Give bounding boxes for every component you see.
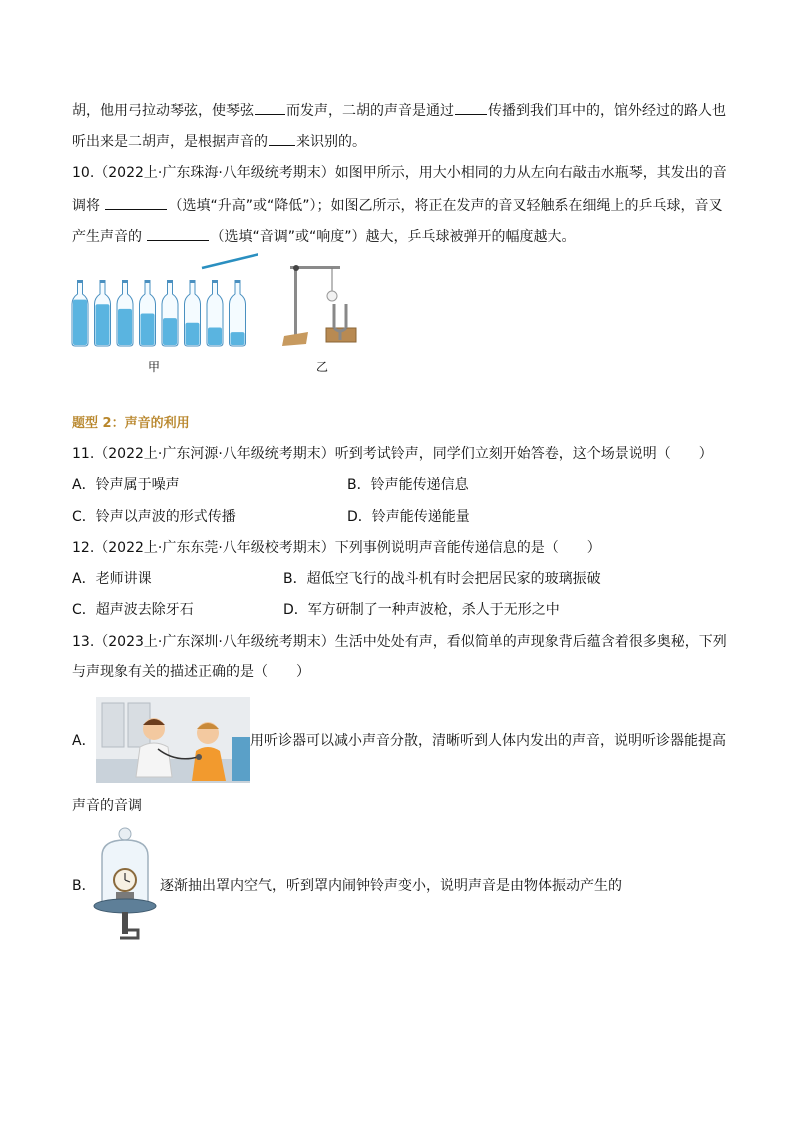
bell-jar-illustration: [92, 826, 158, 942]
answer-blank[interactable]: [455, 100, 487, 115]
q11-stem: 11.（2022上·广东河源·八年级统考期末）听到考试铃声，同学们立刻开始答卷，这个场景说明（ ）: [72, 446, 713, 462]
bottle-xylophone-figure: [68, 252, 258, 352]
q12-option-a[interactable]: A．老师讲课: [72, 571, 152, 587]
bottle-water: [118, 309, 132, 345]
bottle-mouth: [122, 280, 128, 283]
stethoscope-illustration: [96, 697, 250, 783]
bottle-water: [186, 323, 200, 345]
bottle-mouth: [235, 280, 241, 283]
vacuum-pipe: [122, 912, 128, 934]
bottle-mouth: [145, 280, 151, 283]
q12-option-d[interactable]: D．军方研制了一种声波枪，杀人于无形之中: [283, 602, 560, 618]
vacuum-plate: [94, 899, 156, 913]
chair: [232, 737, 250, 781]
q10-stem-line-1: 10.（2022上·广东珠海·八年级统考期末）如图甲所示，用大小相同的力从左向右敲击水瓶琴，其发出的音: [72, 165, 727, 181]
answer-blank[interactable]: [147, 226, 209, 241]
q9-line-2: 听出来是二胡声，是根据声音的 来识别的。: [72, 131, 366, 152]
bottle-water: [96, 304, 110, 345]
stethoscope-chestpiece: [196, 754, 202, 760]
bell-jar-knob: [119, 828, 131, 840]
q13-option-a-text[interactable]: 用听诊器可以减小声音分散，清晰听到人体内发出的声音，说明听诊器能提高: [250, 733, 726, 749]
q11-option-a[interactable]: A．铃声属于噪声: [72, 477, 180, 493]
bottle-water: [231, 332, 245, 345]
mallet: [202, 252, 258, 268]
answer-blank[interactable]: [255, 100, 285, 115]
q13-option-b-text[interactable]: 逐渐抽出罩内空气，听到罩内闹钟铃声变小，说明声音是由物体振动产生的: [160, 878, 622, 894]
bottle-water: [163, 318, 177, 345]
ping-pong-ball: [327, 291, 337, 301]
answer-blank[interactable]: [269, 131, 295, 146]
answer-blank[interactable]: [105, 195, 167, 210]
doctor-coat: [136, 743, 172, 777]
tuning-fork-figure: [282, 262, 362, 352]
bottle-water: [73, 300, 87, 345]
q13-option-a-text-cont[interactable]: 声音的音调: [72, 798, 142, 814]
q13-option-a-label[interactable]: A．: [72, 733, 96, 749]
stand-rod: [294, 266, 297, 338]
clamp-knob: [293, 265, 299, 271]
wall-chart: [102, 703, 124, 747]
bottle-mouth: [167, 280, 173, 283]
bottle-water: [208, 327, 222, 345]
bottle-water: [141, 314, 155, 345]
bottle-group: [72, 280, 246, 346]
figure-caption-jia: 甲: [148, 360, 161, 374]
bottle-mouth: [77, 280, 83, 283]
q13-option-b-label[interactable]: B．: [72, 878, 96, 894]
q10-stem-line-3: 产生声音的 （选填“音调”或“响度”）越大，乒乓球被弹开的幅度越大。: [72, 226, 575, 247]
section-heading: 题型 2：声音的利用: [72, 416, 190, 431]
bottle-mouth: [190, 280, 196, 283]
q13-stem-line-1: 13.（2023上·广东深圳·八年级统考期末）生活中处处有声，看似简单的声现象背后蕴含着很多奥秘，下列: [72, 634, 727, 650]
q12-stem: 12.（2022上·广东东莞·八年级校考期末）下列事例说明声音能传递信息的是（ ）: [72, 540, 601, 556]
q13-stem-line-2: 与声现象有关的描述正确的是（ ）: [72, 664, 310, 680]
figure-caption-yi: 乙: [316, 360, 329, 374]
q9-line-1: 胡，他用弓拉动琴弦，使琴弦 而发声，二胡的声音是通过 传播到我们耳中的，馆外经过的路人也: [72, 100, 726, 121]
bottle-mouth: [100, 280, 106, 283]
bottle-mouth: [212, 280, 218, 283]
q11-option-d[interactable]: D．铃声能传递能量: [347, 509, 470, 525]
desk: [96, 759, 250, 783]
q11-option-c[interactable]: C．铃声以声波的形式传播: [72, 509, 236, 525]
q12-option-b[interactable]: B．超低空飞行的战斗机有时会把居民家的玻璃振破: [283, 571, 601, 587]
q11-option-b[interactable]: B．铃声能传递信息: [347, 477, 469, 493]
q10-stem-line-2: 调将 （选填“升高”或“降低”）；如图乙所示，将正在发声的音叉轻触系在细绳上的乒乓球，音叉: [72, 195, 722, 216]
q12-option-c[interactable]: C．超声波去除牙石: [72, 602, 194, 618]
